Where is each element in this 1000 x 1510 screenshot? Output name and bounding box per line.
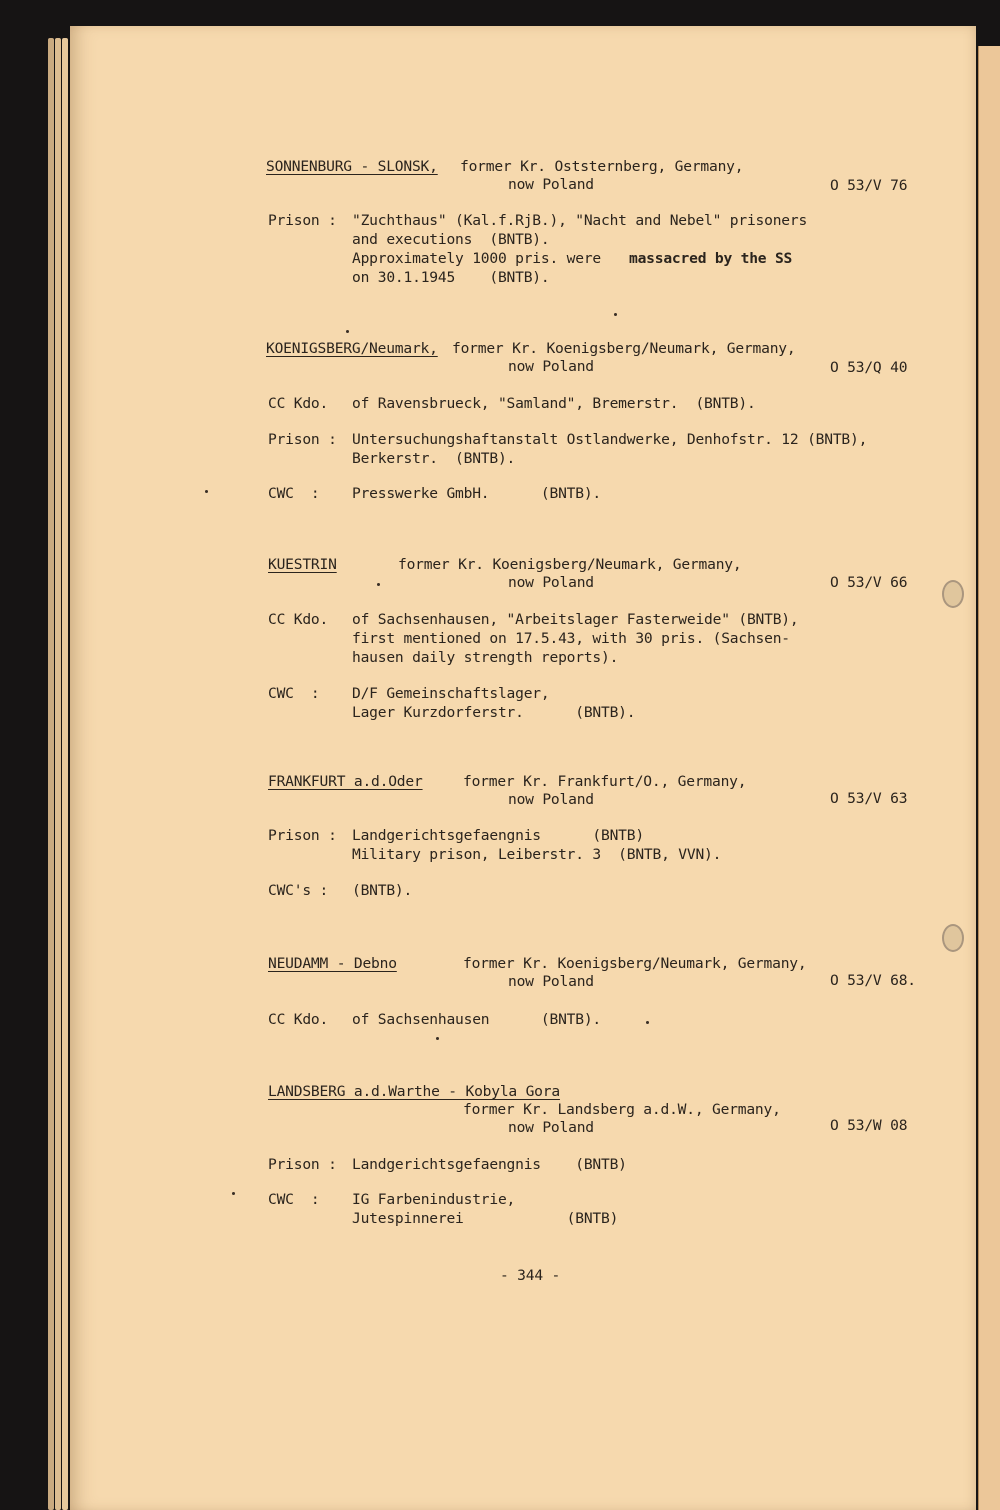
binding-hole — [942, 924, 964, 952]
entry-heading: KUESTRIN — [268, 556, 337, 573]
entry-former: former Kr. Frankfurt/O., Germany, — [463, 773, 747, 790]
item-line: on 30.1.1945 (BNTB). — [352, 269, 550, 286]
entry-former: former Kr. Koenigsberg/Neumark, Germany, — [452, 340, 796, 357]
item-line: Landgerichtsgefaengnis (BNTB) — [352, 827, 644, 844]
ink-speck — [614, 313, 617, 316]
entry-former: former Kr. Landsberg a.d.W., Germany, — [463, 1101, 781, 1118]
ink-speck — [377, 583, 380, 586]
entry-ref: O 53/V 66 — [830, 574, 908, 591]
item-line: Landgerichtsgefaengnis (BNTB) — [352, 1156, 627, 1173]
entry-ref: O 53/W 08 — [830, 1117, 908, 1134]
ink-speck — [646, 1021, 649, 1024]
item-line: and executions (BNTB). — [352, 231, 550, 248]
item-line: of Sachsenhausen, "Arbeitslager Fasterweide" (BNTB), — [352, 611, 799, 628]
item-line: (BNTB). — [352, 882, 413, 899]
entry-heading: FRANKFURT a.d.Oder — [268, 773, 423, 790]
item-line: "Zuchthaus" (Kal.f.RjB.), "Nacht and Nebel" prisoners — [352, 212, 808, 229]
item-label: Prison : — [268, 1156, 337, 1173]
page-number: - 344 - — [500, 1267, 561, 1284]
ink-speck — [232, 1192, 235, 1195]
item-label: Prison : — [268, 212, 337, 229]
item-label: CC Kdo. — [268, 1011, 329, 1028]
item-line: Untersuchungshaftanstalt Ostlandwerke, Denhofstr. 12 (BNTB), — [352, 431, 868, 448]
entry-now: now Poland — [508, 973, 594, 990]
item-label: CWC : — [268, 1191, 320, 1208]
item-label: CWC's : — [268, 882, 329, 899]
entry-former: former Kr. Oststernberg, Germany, — [460, 158, 744, 175]
item-line: D/F Gemeinschaftslager, — [352, 685, 550, 702]
entry-heading: KOENIGSBERG/Neumark, — [266, 340, 438, 357]
item-label: CWC : — [268, 485, 320, 502]
entry-now: now Poland — [508, 358, 594, 375]
item-emphasis: massacred by the SS — [629, 250, 793, 267]
entry-now: now Poland — [508, 176, 594, 193]
page-edge — [55, 38, 61, 1510]
item-line: of Ravensbrueck, "Samland", Bremerstr. (BNTB). — [352, 395, 756, 412]
item-label: Prison : — [268, 827, 337, 844]
ink-speck — [436, 1037, 439, 1040]
item-label: CC Kdo. — [268, 611, 329, 628]
item-line: Approximately 1000 pris. were — [352, 250, 601, 267]
ink-speck — [346, 330, 349, 333]
item-line: Military prison, Leiberstr. 3 (BNTB, VVN). — [352, 846, 722, 863]
entry-heading: SONNENBURG - SLONSK, — [266, 158, 438, 175]
item-line: hausen daily strength reports). — [352, 649, 619, 666]
item-line: Berkerstr. (BNTB). — [352, 450, 516, 467]
entry-now: now Poland — [508, 791, 594, 808]
entry-heading: NEUDAMM - Debno — [268, 955, 397, 972]
entry-now: now Poland — [508, 1119, 594, 1136]
binding-hole — [942, 580, 964, 608]
item-label: CWC : — [268, 685, 320, 702]
item-line: Lager Kurzdorferstr. (BNTB). — [352, 704, 636, 721]
entry-ref: O 53/V 76 — [830, 177, 908, 194]
entry-now: now Poland — [508, 574, 594, 591]
item-line: Presswerke GmbH. (BNTB). — [352, 485, 601, 502]
entry-former: former Kr. Koenigsberg/Neumark, Germany, — [463, 955, 807, 972]
next-page-edge — [978, 46, 1000, 1510]
item-line: of Sachsenhausen (BNTB). — [352, 1011, 601, 1028]
entry-former: former Kr. Koenigsberg/Neumark, Germany, — [398, 556, 742, 573]
ink-speck — [205, 490, 208, 493]
page-edge — [62, 38, 68, 1510]
item-line: Jutespinnerei (BNTB) — [352, 1210, 619, 1227]
item-label: Prison : — [268, 431, 337, 448]
item-line: IG Farbenindustrie, — [352, 1191, 516, 1208]
entry-ref: O 53/V 68. — [830, 972, 916, 989]
entry-ref: O 53/Q 40 — [830, 359, 908, 376]
item-line: first mentioned on 17.5.43, with 30 pris. (Sachsen- — [352, 630, 790, 647]
entry-heading: LANDSBERG a.d.Warthe - Kobyla Gora — [268, 1083, 560, 1100]
page-edge — [48, 38, 54, 1510]
item-label: CC Kdo. — [268, 395, 329, 412]
entry-ref: O 53/V 63 — [830, 790, 908, 807]
